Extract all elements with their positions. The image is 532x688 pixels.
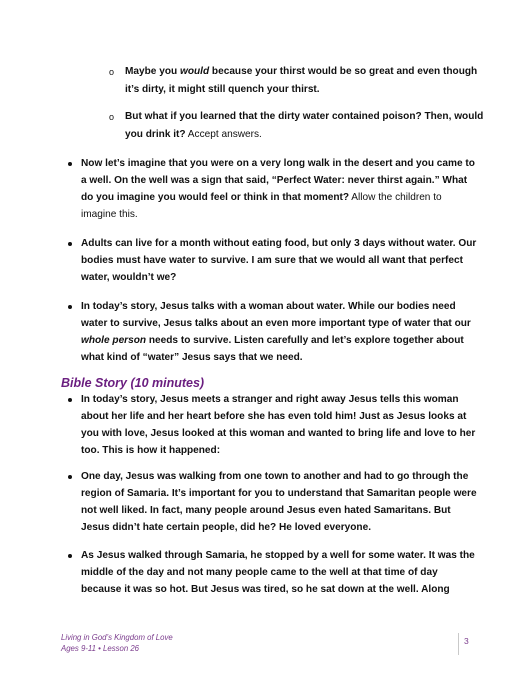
bullet-dot [68, 475, 72, 479]
body-text: One day, Jesus was walking from one town to another and had to go through the [81, 471, 469, 482]
section-heading: Bible Story (10 minutes) [61, 376, 205, 390]
text-line [81, 192, 442, 204]
body-text: water to survive, Jesus talks about an even more important type of water that our [81, 318, 471, 329]
body-text: In today’s story, Jesus talks with a woman about water. While our bodies need [81, 301, 456, 312]
text-line [81, 272, 176, 284]
text-line [81, 335, 464, 347]
body-text: As Jesus walked through Samaria, he stopped by a well for some water. It was the [81, 550, 475, 561]
text-line [81, 175, 467, 187]
instruction-text: imagine this. [81, 209, 138, 220]
text-line [81, 471, 468, 483]
text-line [81, 301, 456, 313]
text-line [125, 129, 262, 141]
page-number: 3 [464, 636, 469, 646]
body-text: water, wouldn’t we? [81, 272, 177, 283]
body-text: Adults can live for a month without eating food, but only 3 days without water. Our [81, 238, 477, 249]
text-line [81, 255, 463, 267]
text-line [81, 488, 477, 500]
bullet-dot [68, 554, 72, 558]
body-text: In today’s story, Jesus meets a stranger and right away Jesus tells this woman [81, 394, 459, 405]
body-text: Maybe you [125, 66, 180, 77]
footer-lesson-info: Ages 9-11 • Lesson 26 [61, 644, 140, 653]
body-text: needs to survive. Listen carefully and let’s explore together about [146, 335, 464, 346]
body-text: you with love, Jesus looked at this woman and wanted to bring life and love to her [81, 428, 476, 439]
text-line [81, 550, 475, 562]
body-text: region of Samaria. It’s important for you to understand that Samaritan people were [81, 488, 477, 499]
emphasis-text: would [179, 66, 210, 77]
text-line [125, 66, 477, 78]
text-line [81, 428, 475, 440]
body-text: what kind of “water” Jesus says that we need. [81, 352, 303, 363]
instruction-text: Allow the children to [349, 192, 442, 203]
footer-series-title: Living in God’s Kingdom of Love [61, 633, 173, 642]
text-line [81, 209, 138, 221]
text-line [125, 111, 483, 123]
text-line [81, 394, 459, 406]
body-text: a well. On the well was a sign that said, “Perfect Water: never thirst again.” What [81, 175, 468, 186]
body-text: do you imagine you would feel or think in that moment? [81, 192, 350, 203]
text-line [81, 505, 451, 517]
text-line [81, 158, 475, 170]
text-line [81, 238, 476, 250]
text-line [81, 352, 303, 364]
body-text: not well liked. In fact, many people around Jesus even hated Samaritans. But [81, 505, 451, 516]
text-line [125, 84, 320, 96]
body-text: Jesus didn’t hate certain people, did he? He loved everyone. [81, 522, 371, 533]
body-text: But what if you learned that the dirty water contained poison? Then, would [125, 111, 484, 122]
body-text: because your thirst would be so great and even though [209, 66, 478, 77]
text-line [81, 445, 220, 457]
body-text: about her life and her heart before she has even told him! Just as Jesus looks at [81, 411, 467, 422]
bullet-dot [68, 398, 72, 402]
bullet-dot [68, 242, 72, 246]
text-line [81, 411, 466, 423]
body-text: middle of the day and not many people came to the well at that time of day [81, 567, 438, 578]
instruction-text: Accept answers. [185, 128, 262, 140]
bullet-dot [68, 305, 72, 309]
body-text: bodies must have water to survive. I am sure that we would all want that perfect [81, 255, 463, 266]
body-text: because it was so hot. But Jesus was tired, so he sat down at the well. Along [81, 584, 450, 595]
body-text: too. This is how it happened: [81, 445, 221, 456]
text-line [81, 318, 471, 330]
body-text: it’s dirty, it might still quench your thirst. [125, 83, 320, 95]
body-text: Now let’s imagine that you were on a very long walk in the desert and you came to [81, 158, 475, 169]
sub-bullet-marker: o [109, 67, 115, 77]
body-text: you drink it? [125, 128, 186, 140]
emphasis-text: whole person [81, 335, 147, 346]
text-line [81, 522, 371, 534]
text-line [81, 584, 450, 596]
bullet-dot [68, 162, 72, 166]
sub-bullet-marker: o [109, 112, 115, 122]
text-line [81, 567, 438, 579]
footer-divider [458, 633, 459, 655]
